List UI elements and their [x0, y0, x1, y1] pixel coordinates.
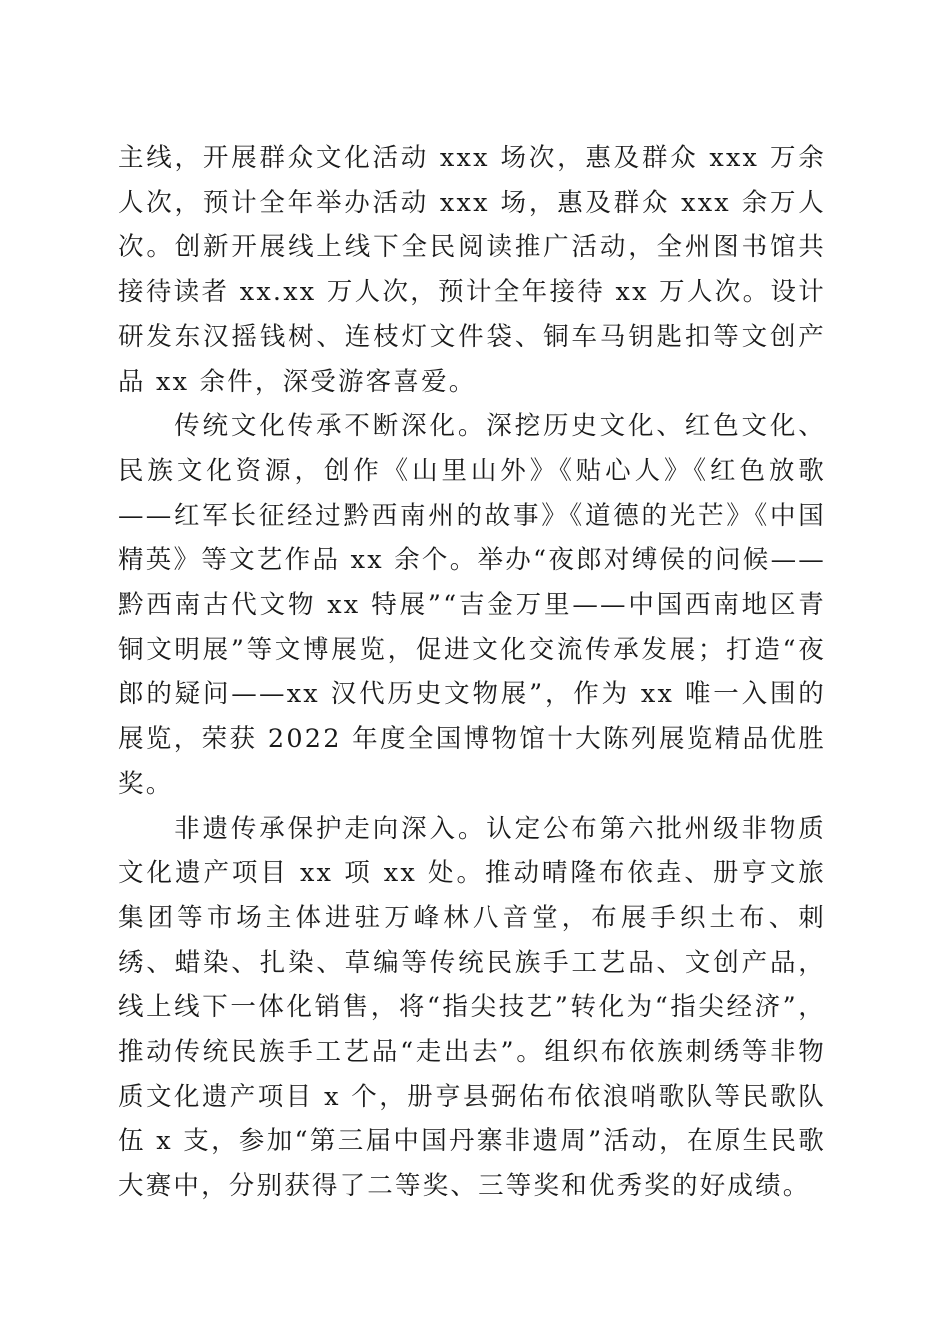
document-body	[118, 136, 826, 1209]
paragraph-intangible-heritage: 非遗传承保护走向深入。认定公布第六批州级非物质文化遗产项目 xx 项 xx 处。推动晴隆布依垚、册亨文旅集团等市场主体进驻万峰林八音堂，布展手织土布、刺绣、蜡染、扎染、草编等传统民族手工艺品、文创产品，线上线下一体化销售，将“指尖技艺”转化为“指尖经济”，推动传统民族手工艺品“走出去”。组织布依族刺绣等非物质文化遗产项目 x 个，册亨县弼佑布依浪哨歌队等民歌队伍 x 支，参加“第三届中国丹寨非遗周”活动，在原生民歌大赛中，分别获得了二等奖、三等奖和优秀奖的好成绩。	[118, 813, 826, 1202]
paragraph-continuation: 主线，开展群众文化活动 xxx 场次，惠及群众 xxx 万余人次，预计全年举办活动 xxx 场，惠及群众 xxx 余万人次。创新开展线上线下全民阅读推广活动，全州图书馆共接待读者 xx.xx 万人次，预计全年接待 xx 万人次。设计研发东汉摇钱树、连枝灯文件袋、铜车马钥匙扣等文创产品 xx 余件，深受游客喜爱。	[118, 143, 826, 397]
paragraph-traditional-culture: 传统文化传承不断深化。深挖历史文化、红色文化、民族文化资源，创作《山里山外》《贴心人》《红色放歌——红军长征经过黔西南州的故事》《道德的光芒》《中国精英》等文艺作品 xx 余个。举办“夜郎对缚侯的问候——黔西南古代文物 xx 特展”“吉金万里——中国西南地区青铜文明展”等文博展览，促进文化交流传承发展；打造“夜郎的疑问——xx 汉代历史文物展”，作为 xx 唯一入围的展览，荣获 2022 年度全国博物馆十大陈列展览精品优胜奖。	[118, 411, 826, 799]
